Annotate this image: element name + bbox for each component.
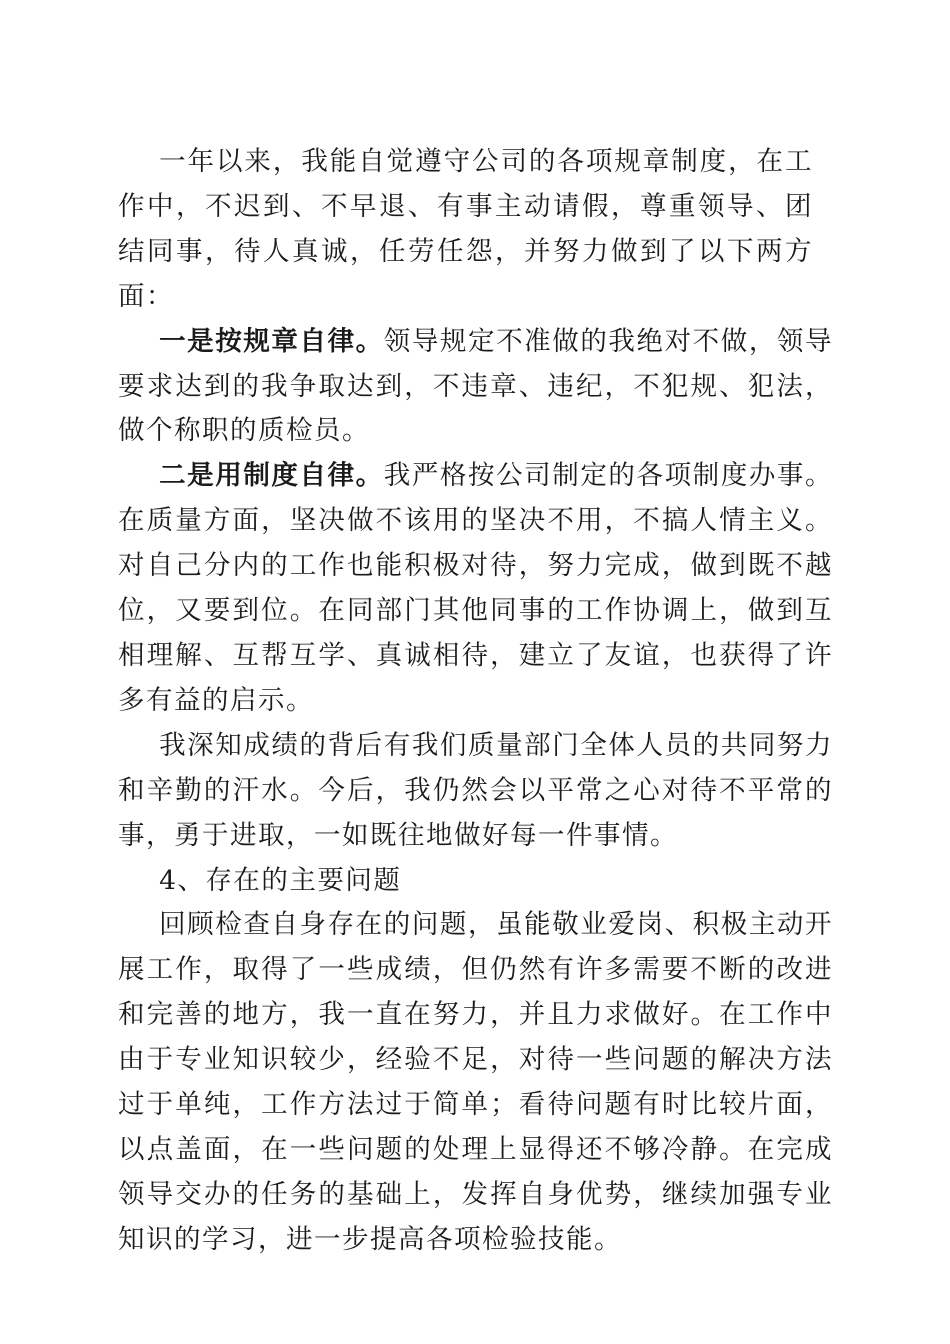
- document-body: [118, 140, 833, 1263]
- paragraph-self-discipline-system: [118, 454, 833, 723]
- paragraph-text: 一年以来，我能自觉遵守公司的各项规章制度，在工作中，不迟到、不早退、有事主动请假，尊重领导、团结同事，待人真诚，任劳任怨，并努力做到了以下两方面：: [118, 146, 813, 312]
- paragraph-lead-heading: 一是按规章自律。: [159, 325, 384, 357]
- paragraph-text: 回顾检查自身存在的问题，虽能敬业爱岗、积极主动开展工作，取得了一些成绩，但仍然有许多需要不断的改进和完善的地方，我一直在努力，并且力求做好。在工作中由于专业知识较少，经验不足，对待一些问题的解决方法过于单纯，工作方法过于简单；看待问题有时比较片面，以点盖面，在一些问题的处理上显得还不够冷静。在完成领导交办的任务的基础上，发挥自身优势，继续加强专业知识的学习，进一步提高各项检验技能。: [118, 909, 833, 1255]
- paragraph-lead-heading: 二是用制度自律。: [159, 460, 384, 492]
- paragraph-text: 我深知成绩的背后有我们质量部门全体人员的共同努力和辛勤的汗水。今后，我仍然会以平常之心对待不平常的事，勇于进取，一如既往地做好每一件事情。: [118, 729, 833, 851]
- section-heading-text: 4、存在的主要问题: [159, 864, 402, 896]
- section-heading-main-problems: [118, 859, 833, 904]
- paragraph-text: 我严格按公司制定的各项制度办事。在质量方面，坚决做不该用的坚决不用，不搞人情主义。对自己分内的工作也能积极对待，努力完成，做到既不越位，又要到位。在同部门其他同事的工作协调上，做到互相理解、互帮互学、真诚相待，建立了友谊，也获得了许多有益的启示。: [118, 460, 834, 716]
- paragraph-compliance-intro: [118, 140, 833, 320]
- paragraph-problem-review: [118, 903, 833, 1262]
- paragraph-text: 领导规定不准做的我绝对不做，领导要求达到的我争取达到，不违章、违纪，不犯规、犯法，做个称职的质检员。: [118, 325, 834, 447]
- paragraph-team-effort: [118, 724, 833, 859]
- paragraph-self-discipline-rules: [118, 320, 833, 455]
